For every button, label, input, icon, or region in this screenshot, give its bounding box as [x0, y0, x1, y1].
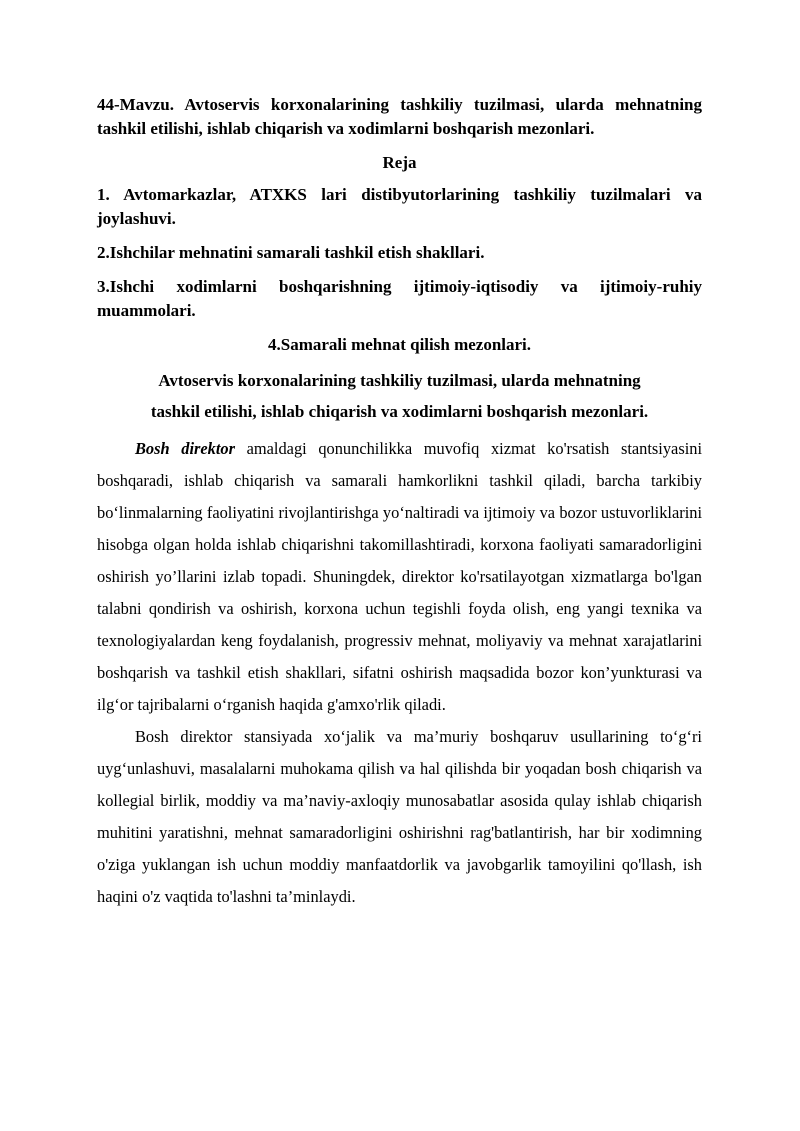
document-page [97, 93, 702, 913]
paragraph-1 [97, 433, 702, 721]
paragraph-2: Bosh direktor stansiyada xo‘jalik va ma’muriy boshqaruv usullarining to‘g‘ri uyg‘unlashuvi, masalalarni muhokama qilish va hal qilishda bir yoqadan bosh chiqarish va kollegial birlik, moddiy va ma’naviy-axloqiy munosabatlar asosida qulay ishlab chiqarish muhitini yaratishni, mehnat samaradorligini oshirishni rag'batlantirish, har bir xodimning o'ziga yuklangan ish uchun moddiy manfaatdorlik va javobgarlik tamoyilini qo'llash, ish haqini o'z vaqtida to'lashni ta’minlaydi. [97, 727, 702, 906]
plan-item-1: 1. Avtomarkazlar, ATXKS lari distibyutorlarining tashkiliy tuzilmalari va joylashuvi. [97, 185, 702, 228]
paragraph-1-lead: Bosh direktor [135, 439, 235, 458]
plan-heading: Reja [382, 153, 417, 172]
paragraph-1-text: amaldagi qonunchilikka muvofiq xizmat ko'rsatish stantsiyasini boshqaradi, ishlab chiqarish va samarali hamkorlikni tashkil qiladi, barcha tarkibiy bo‘linmalarning faoliyatini rivojlantirishga yo‘naltiradi va ijtimoiy va bozor ustuvorliklarini hisobga olgan holda ishlab chiqarishni takomillashtiradi, korxona faoliyati samaradorligini oshirish yo’llarini izlab topadi. Shuningdek, direktor ko'rsatilayotgan xizmatlarga bo'lgan talabni qondirish va oshirish, korxona uchun tegishli foyda olish, eng yangi texnika va texnologiyalardan keng foydalanish, progressiv mehnat, moliyaviy va mehnat xarajatlarini boshqarish va tashkil etish shakllari, sifatni oshirish maqsadida bozor kon’yunkturasi va ilg‘or tajribalarni o‘rganish haqida g'amxo'rlik qiladi. [97, 439, 702, 714]
plan-item-3: 3.Ishchi xodimlarni boshqarishning ijtimoiy-iqtisodiy va ijtimoiy-ruhiy muammolari. [97, 277, 702, 320]
lesson-title: 44-Mavzu. Avtoservis korxonalarining tashkiliy tuzilmasi, ularda mehnatning tashkil etilishi, ishlab chiqarish va xodimlarni boshqarish mezonlari. [97, 95, 702, 138]
section-title-line-2: tashkil etilishi, ishlab chiqarish va xodimlarni boshqarish mezonlari. [150, 402, 649, 421]
plan-item-2: 2.Ishchilar mehnatini samarali tashkil etish shakllari. [97, 243, 485, 262]
section-title-line-1: Avtoservis korxonalarining tashkiliy tuzilmasi, ularda mehnatning [158, 371, 641, 390]
section-title [97, 365, 702, 427]
plan-list [97, 183, 702, 357]
plan-item-4: 4.Samarali mehnat qilish mezonlari. [267, 335, 532, 354]
